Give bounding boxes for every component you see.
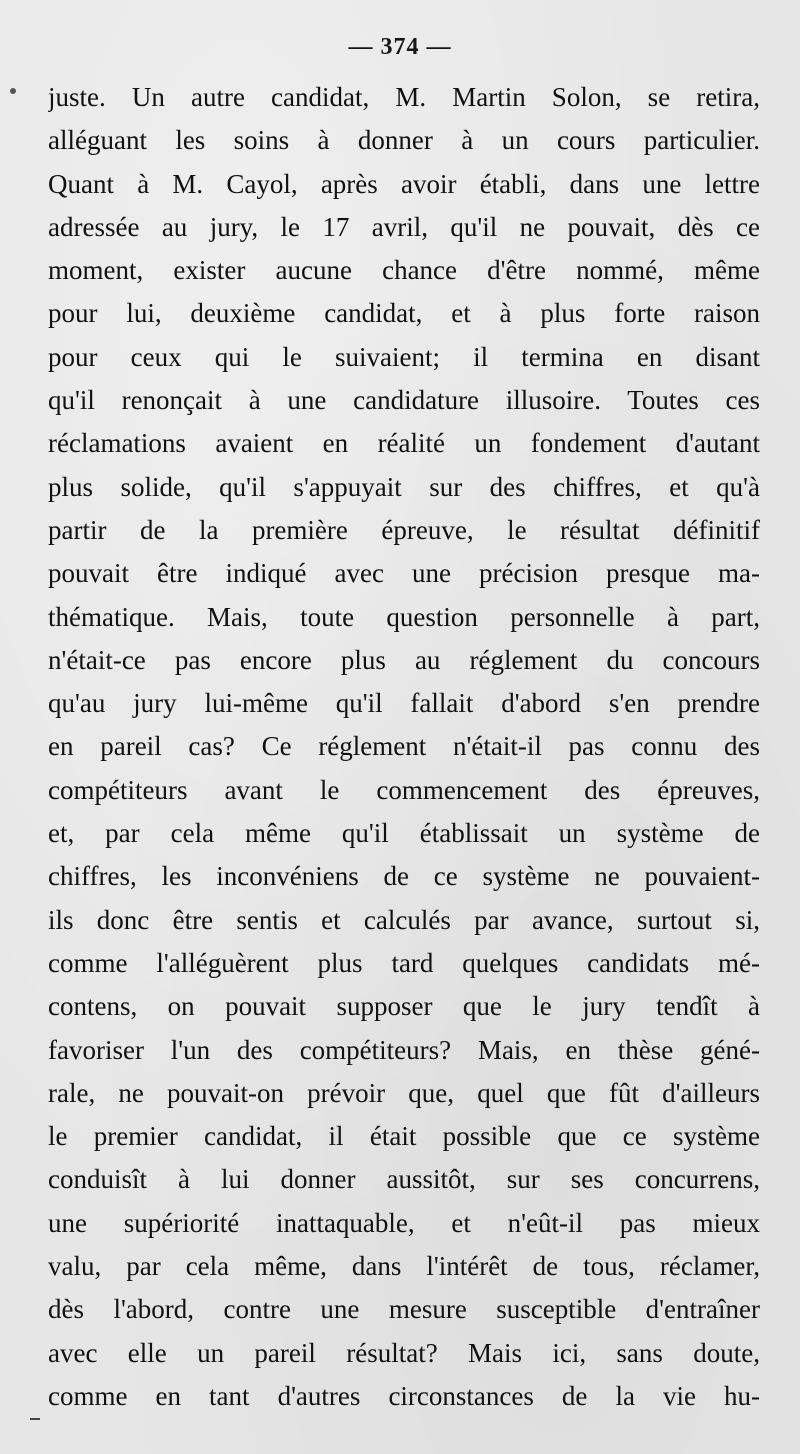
text-line: pour ceux qui le suivaient; il termina en disant bbox=[48, 341, 760, 372]
text-line: en pareil cas? Ce réglement n'était-il pas connu des bbox=[48, 731, 760, 762]
text-line: adressée au jury, le 17 avril, qu'il ne pouvait, dès ce bbox=[48, 211, 760, 242]
text-line: comme en tant d'autres circonstances de la vie hu- bbox=[48, 1380, 760, 1411]
text-line: rale, ne pouvait-on prévoir que, quel que fût d'ailleurs bbox=[48, 1077, 760, 1108]
text-line: n'était-ce pas encore plus au réglement du concours bbox=[48, 644, 760, 675]
text-line: juste. Un autre candidat, M. Martin Solon, se retira, bbox=[48, 82, 760, 112]
text-line: et, par cela même qu'il établissait un système de bbox=[48, 818, 760, 849]
text-line: comme l'alléguèrent plus tard quelques candidats mé- bbox=[48, 947, 760, 978]
text-line: conduisît à lui donner aussitôt, sur ses concurrens, bbox=[48, 1164, 760, 1195]
text-line: partir de la première épreuve, le résultat définitif bbox=[48, 514, 760, 545]
text-line: thématique. Mais, toute question personnelle à part, bbox=[48, 601, 760, 632]
text-line: dès l'abord, contre une mesure susceptible d'entraîner bbox=[48, 1294, 760, 1325]
text-line: avec elle un pareil résultat? Mais ici, sans doute, bbox=[48, 1337, 760, 1368]
text-line: valu, par cela même, dans l'intérêt de tous, réclamer, bbox=[48, 1251, 760, 1282]
text-line: ils donc être sentis et calculés par avance, surtout si, bbox=[48, 904, 760, 935]
body-text bbox=[48, 76, 760, 1418]
text-line: Quant à M. Cayol, après avoir établi, dans une lettre bbox=[48, 168, 760, 199]
text-line: compétiteurs avant le commencement des épreuves, bbox=[48, 774, 760, 805]
page-number: — 374 — bbox=[348, 34, 452, 60]
text-line: qu'au jury lui-même qu'il fallait d'abord s'en prendre bbox=[48, 688, 760, 719]
text-line: favoriser l'un des compétiteurs? Mais, en thèse géné- bbox=[48, 1034, 760, 1065]
text-line: réclamations avaient en réalité un fondement d'autant bbox=[48, 428, 760, 459]
text-line: le premier candidat, il était possible que ce système bbox=[48, 1121, 760, 1152]
text-line: pouvait être indiqué avec une précision presque ma- bbox=[48, 558, 760, 589]
text-line: contens, on pouvait supposer que le jury tendît à bbox=[48, 991, 760, 1022]
text-line: chiffres, les inconvéniens de ce système ne pouvaient- bbox=[48, 861, 760, 892]
text-line: moment, exister aucune chance d'être nommé, même bbox=[48, 255, 760, 286]
margin-ink-mark bbox=[10, 88, 16, 94]
text-line: alléguant les soins à donner à un cours particulier. bbox=[48, 125, 760, 156]
margin-dash-mark bbox=[30, 1418, 40, 1420]
text-line: une supériorité inattaquable, et n'eût-il pas mieux bbox=[48, 1207, 760, 1238]
text-line: plus solide, qu'il s'appuyait sur des chiffres, et qu'à bbox=[48, 471, 760, 502]
text-line: pour lui, deuxième candidat, et à plus forte raison bbox=[48, 298, 760, 329]
text-line: qu'il renonçait à une candidature illusoire. Toutes ces bbox=[48, 385, 760, 416]
